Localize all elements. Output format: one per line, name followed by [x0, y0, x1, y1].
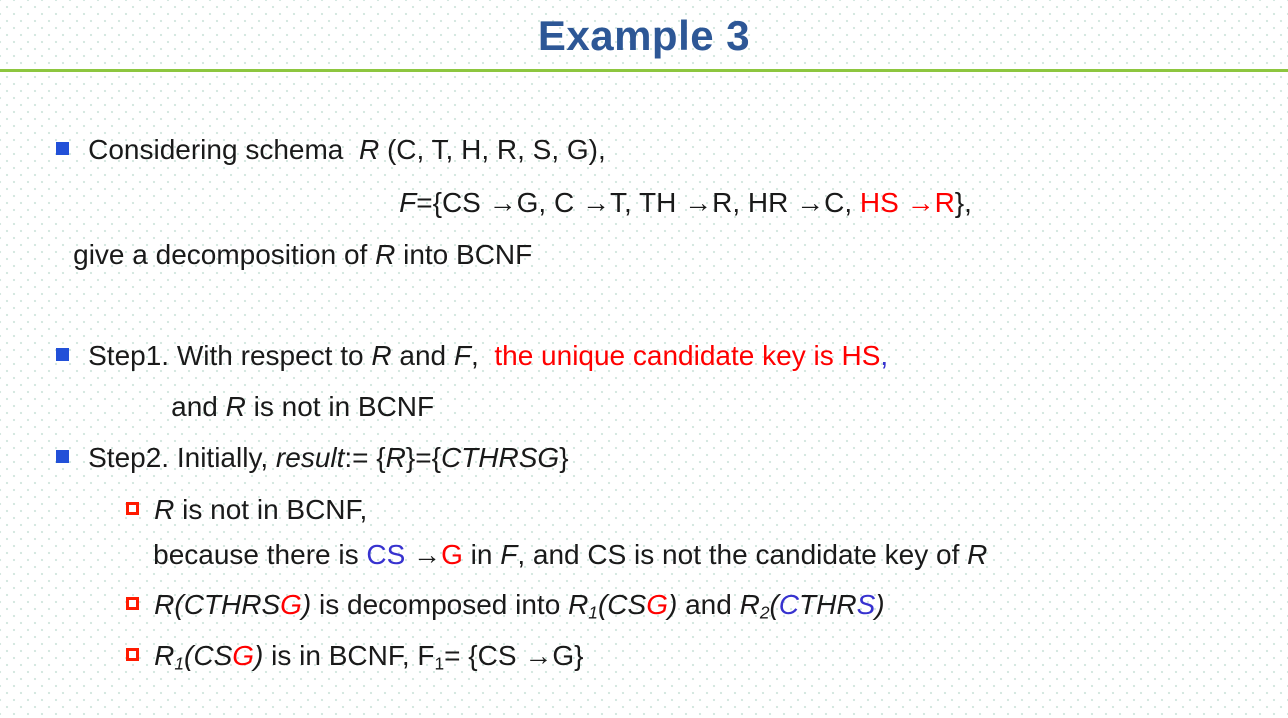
text-segment: F: [500, 539, 518, 570]
text-segment: in: [462, 539, 501, 570]
text-segment: ): [875, 589, 885, 620]
text-segment: R: [225, 391, 246, 422]
text-segment: C: [778, 589, 800, 620]
text-segment: R: [967, 539, 988, 570]
text-segment: R: [568, 589, 589, 620]
text-segment: (C, T, H, R, S, G),: [379, 134, 606, 165]
text-segment: := {: [344, 442, 386, 473]
text-segment: R: [358, 134, 380, 165]
text-segment: = {CS →G}: [444, 640, 584, 671]
text-segment: Considering schema: [88, 134, 359, 165]
text-segment: CS: [193, 640, 233, 671]
text-segment: ,: [880, 340, 889, 371]
text-segment: CS: [366, 539, 406, 570]
text-segment: result: [275, 442, 345, 473]
blue-square-bullet-icon: [56, 450, 69, 463]
text-segment: and: [391, 340, 454, 371]
text-line: [73, 239, 532, 270]
slide-title: Example 3: [537, 12, 751, 59]
text-segment: G: [441, 539, 463, 570]
text-segment: }={: [405, 442, 441, 473]
text-segment: HS →R: [859, 187, 955, 218]
blue-square-bullet-icon: [56, 348, 69, 361]
text-segment: (: [174, 589, 184, 620]
text-segment: S: [856, 589, 876, 620]
text-segment: the unique candidate key is HS: [494, 340, 881, 371]
text-segment: R: [154, 589, 175, 620]
text-segment: R: [154, 494, 175, 525]
text-segment: F: [399, 187, 417, 218]
text-segment: F: [453, 340, 471, 371]
text-segment: CTHRSG: [440, 442, 560, 473]
text-segment: G: [232, 640, 255, 671]
text-segment: },: [954, 187, 972, 218]
text-segment: R: [385, 442, 406, 473]
text-segment: is not in BCNF: [245, 391, 435, 422]
text-segment: into BCNF: [395, 239, 533, 270]
text-segment: ={CS →G, C →T, TH →R, HR →C,: [416, 187, 860, 218]
text-segment: G: [280, 589, 302, 620]
text-segment: R: [371, 340, 392, 371]
text-segment: R: [739, 589, 760, 620]
text-segment: 2: [759, 602, 770, 623]
text-segment: THR: [799, 589, 857, 620]
text-segment: }: [559, 442, 569, 473]
text-segment: 1: [434, 653, 445, 674]
text-segment: R: [375, 239, 396, 270]
text-segment: and: [677, 589, 740, 620]
text-segment: ,: [471, 340, 495, 371]
text-segment: , and CS is not the candidate key of: [517, 539, 968, 570]
text-segment: CTHRS: [183, 589, 281, 620]
text-segment: (: [184, 640, 194, 671]
text-segment: 1: [588, 602, 598, 623]
text-segment: G: [646, 589, 668, 620]
text-segment: →: [405, 539, 442, 570]
title-divider: [0, 69, 1288, 72]
text-segment: Step1. With respect to: [88, 340, 372, 371]
text-segment: ): [667, 589, 678, 620]
text-segment: is in BCNF, F: [263, 640, 435, 671]
text-line: [154, 640, 584, 674]
text-segment: is not in BCNF,: [174, 494, 368, 525]
text-segment: (: [597, 589, 608, 620]
text-segment: ): [301, 589, 312, 620]
text-segment: R: [154, 640, 175, 671]
text-segment: (: [769, 589, 779, 620]
sub-bullet-line-r1-bcnf: [95, 596, 583, 718]
text-segment: CS: [607, 589, 647, 620]
red-open-square-bullet-icon: [126, 648, 139, 661]
text-segment: because there is: [153, 539, 367, 570]
text-segment: ): [254, 640, 264, 671]
blue-square-bullet-icon: [56, 142, 69, 155]
text-segment: 1: [174, 653, 185, 674]
text-segment: is decomposed into: [311, 589, 569, 620]
text-segment: and: [171, 391, 226, 422]
text-segment: Step2. Initially,: [88, 442, 276, 473]
text-segment: give a decomposition of: [73, 239, 376, 270]
